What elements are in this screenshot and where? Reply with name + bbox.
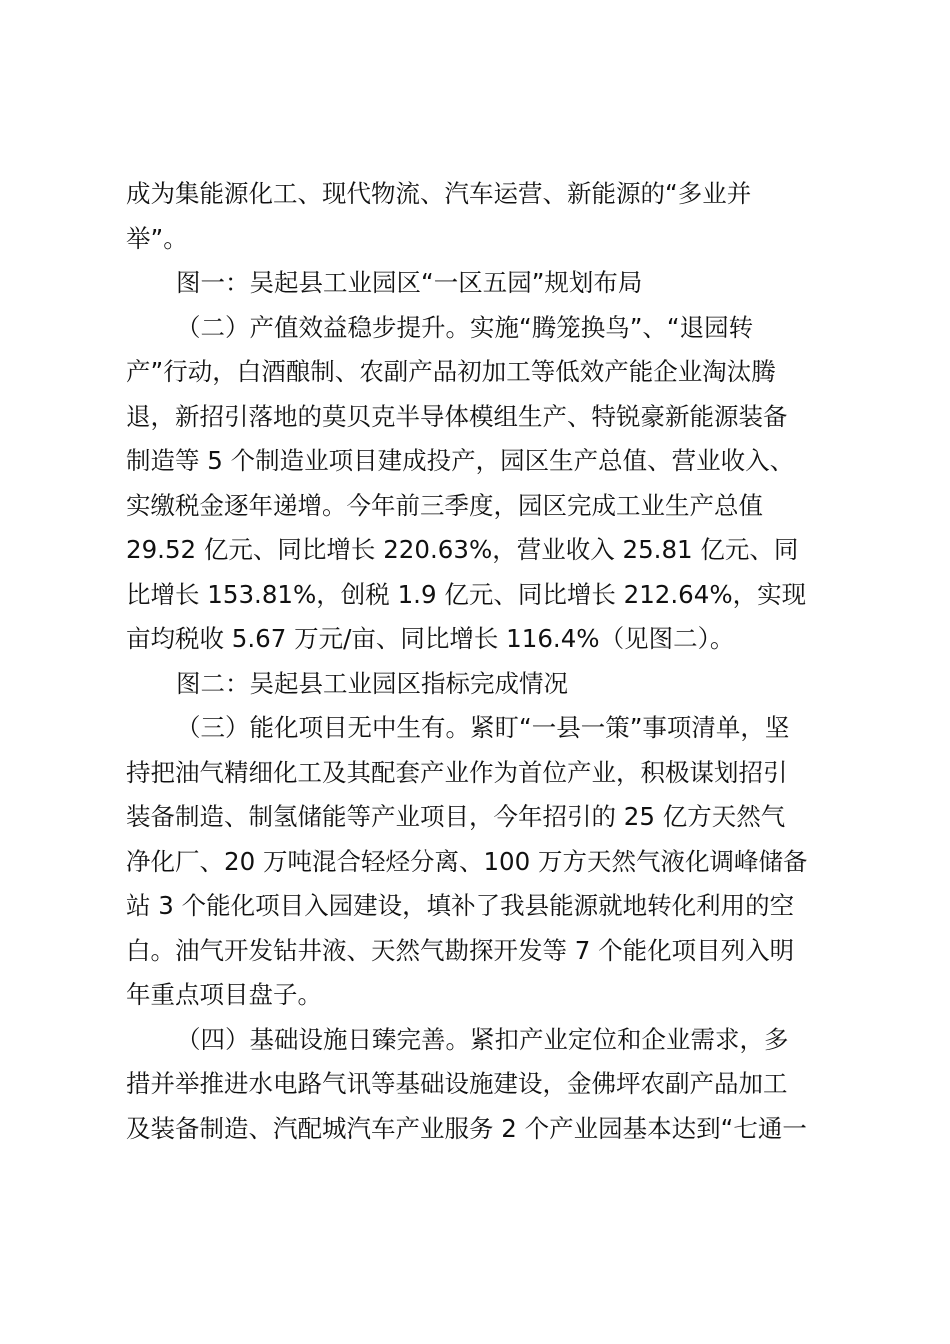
section-heading-line: （三）能化项目无中生有。紧盯“一县一策”事项清单，坚 bbox=[176, 713, 790, 742]
text-line: 站 3 个能化项目入园建设，填补了我县能源就地转化利用的空 bbox=[126, 891, 795, 920]
figure-caption: 图一：吴起县工业园区“一区五园”规划布局 bbox=[176, 268, 643, 297]
text-line: 及装备制造、汽配城汽车产业服务 2 个产业园基本达到“七通一 bbox=[126, 1113, 807, 1143]
text-line: 白。油气开发钻井液、天然气勘探开发等 7 个能化项目列入明 bbox=[126, 935, 795, 965]
section-heading-line: （二）产值效益稳步提升。实施“腾笼换鸟”、“退园转 bbox=[176, 312, 754, 342]
text-line: 制造等 5 个制造业项目建成投产，园区生产总值、营业收入、 bbox=[126, 446, 795, 475]
text-line: 实缴税金逐年递增。今年前三季度，园区完成工业生产总值 bbox=[126, 490, 763, 520]
text-line: 装备制造、制氢储能等产业项目，今年招引的 25 亿方天然气 bbox=[126, 802, 786, 831]
text-line: 年重点项目盘子。 bbox=[126, 980, 322, 1009]
text-line: 产”行动，白酒酿制、农副产品初加工等低效产能企业淘汰腾 bbox=[126, 357, 776, 386]
section-heading-line: （四）基础设施日臻完善。紧扣产业定位和企业需求，多 bbox=[176, 1024, 789, 1054]
text-line: 比增长 153.81%，创税 1.9 亿元、同比增长 212.64%，实现 bbox=[126, 579, 807, 609]
figure-caption: 图二：吴起县工业园区指标完成情况 bbox=[176, 668, 568, 698]
text-line: 亩均税收 5.67 万元/亩、同比增长 116.4%（见图二）。 bbox=[126, 624, 735, 653]
text-line: 成为集能源化工、现代物流、汽车运营、新能源的“多业并 bbox=[126, 179, 752, 208]
text-line: 持把油气精细化工及其配套产业作为首位产业，积极谋划招引 bbox=[126, 757, 788, 787]
document-body bbox=[126, 172, 836, 1151]
text-line: 净化厂、20 万吨混合轻烃分离、100 万方天然气液化调峰储备 bbox=[126, 846, 808, 876]
text-line: 措并举推进水电路气讯等基础设施建设，金佛坪农副产品加工 bbox=[126, 1069, 788, 1098]
text-line: 退，新招引落地的莫贝克半导体模组生产、特锐豪新能源装备 bbox=[126, 401, 788, 431]
text-line: 举”。 bbox=[126, 223, 188, 253]
text-line: 29.52 亿元、同比增长 220.63%，营业收入 25.81 亿元、同 bbox=[126, 535, 799, 564]
